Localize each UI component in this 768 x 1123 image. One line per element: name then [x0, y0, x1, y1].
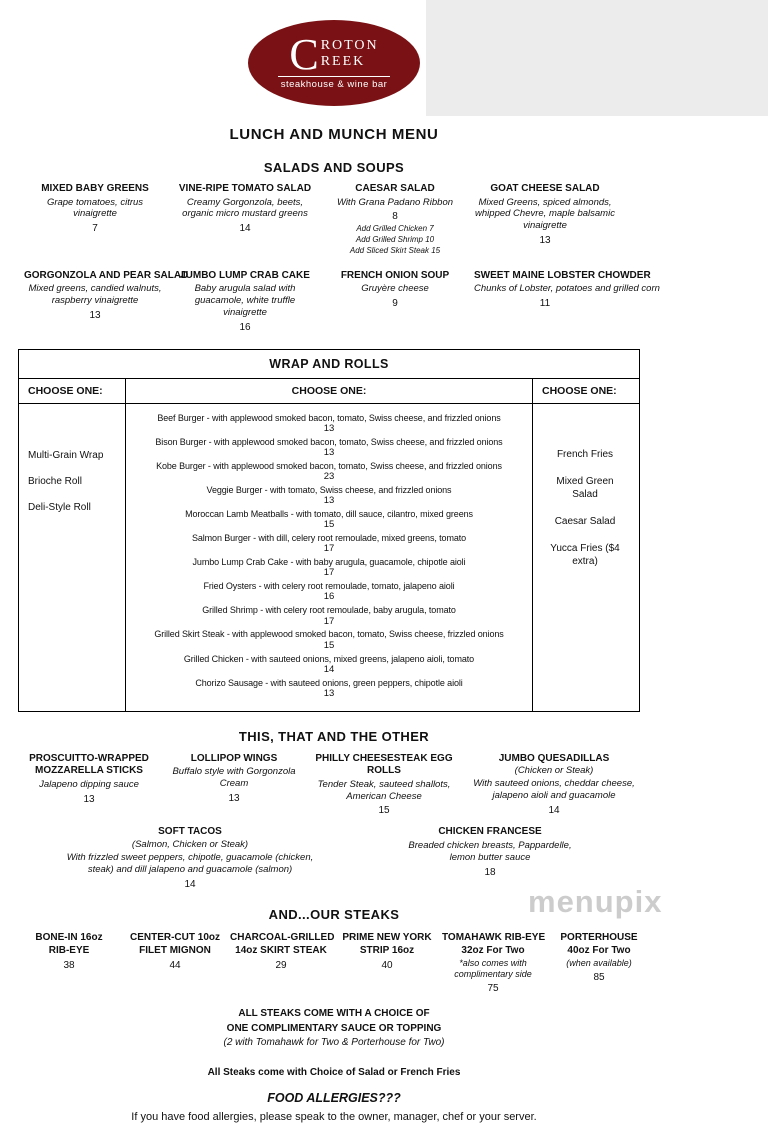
item-name: Fried Oysters - with celery root remoulade, tomato, jalapeno aioli — [203, 581, 455, 592]
item-price: 75 — [487, 983, 499, 995]
item-description: Buffalo style with Gorgonzola Cream — [172, 766, 296, 790]
item-description: Jalapeno dipping sauce — [39, 778, 139, 790]
column-header-filling: CHOOSE ONE: — [126, 379, 533, 403]
menu-item — [304, 753, 464, 817]
side-option: Mixed Green Salad — [556, 475, 614, 500]
item-name: Grilled Shrimp - with celery root remoulade, baby arugula, tomato — [202, 605, 456, 616]
menu-item — [320, 270, 470, 333]
column-header-side: CHOOSE ONE: — [542, 384, 617, 397]
steak-item — [546, 931, 652, 995]
filling-option — [128, 460, 530, 483]
item-name: Beef Burger - with applewood smoked bacon, tomato, Swiss cheese, and frizzled onions — [157, 412, 501, 423]
salads-row-1 — [20, 183, 620, 257]
menu-item — [170, 183, 320, 257]
bread-option: Brioche Roll — [28, 475, 82, 487]
bread-option: Multi-Grain Wrap — [28, 449, 104, 461]
side-option: Yucca Fries ($4 extra) — [550, 542, 620, 567]
item-name: CAESAR SALAD — [355, 183, 435, 194]
item-price: 14 — [184, 878, 196, 890]
item-price: 14 — [239, 223, 251, 235]
logo-oval — [248, 20, 420, 106]
item-description: Baby arugula salad with guacamole, white truffle vinaigrette — [194, 283, 296, 319]
item-addons — [324, 224, 466, 256]
item-price: 8 — [392, 211, 398, 223]
item-price: 13 — [83, 793, 95, 805]
item-name: PROSCUITTO-WRAPPED MOZZARELLA STICKS — [29, 752, 149, 777]
item-subtitle: (Chicken or Steak) — [514, 765, 594, 777]
item-name: 32oz For Two — [461, 944, 525, 956]
side-choices-cell — [533, 404, 637, 711]
item-name: MIXED BABY GREENS — [41, 183, 149, 194]
addon-option: Add Sliced Skirt Steak 15 — [349, 245, 441, 255]
item-price: 85 — [593, 971, 605, 983]
item-description: Mixed Greens, spiced almonds, whipped Chevre, maple balsamic vinaigrette — [475, 196, 615, 232]
filling-option — [128, 677, 530, 700]
item-price: 29 — [275, 959, 287, 971]
filling-option — [128, 412, 530, 435]
item-note: *also comes with complimentary side — [454, 957, 532, 979]
item-price: 14 — [548, 804, 560, 816]
item-price: 13 — [323, 495, 335, 507]
filling-option — [128, 484, 530, 507]
filling-option — [128, 436, 530, 459]
item-price: 13 — [228, 792, 240, 804]
this-that-row-2 — [20, 826, 620, 889]
salads-soups-heading: SALADS AND SOUPS — [263, 160, 405, 175]
item-price: 44 — [169, 959, 181, 971]
item-price: 38 — [63, 959, 75, 971]
this-that-row-1 — [14, 753, 644, 817]
item-price: 11 — [539, 298, 551, 310]
item-name: CENTER-CUT 10oz — [129, 931, 220, 943]
side-option: French Fries — [556, 448, 614, 460]
item-name: CHARCOAL-GRILLED — [230, 931, 335, 943]
filling-option — [128, 508, 530, 531]
steaks-note-line: ALL STEAKS COME WITH A CHOICE OF — [238, 1008, 430, 1020]
steaks-note-line: (2 with Tomahawk for Two & Porterhouse for Two) — [223, 1037, 445, 1049]
item-name: STRIP 16oz — [359, 944, 415, 956]
item-name: VINE-RIPE TOMATO SALAD — [178, 183, 312, 194]
item-price: 17 — [323, 567, 335, 579]
menu-item — [20, 183, 170, 257]
item-name: FILET MIGNON — [139, 944, 211, 956]
menu-item — [464, 753, 644, 817]
logo-big-c: C — [289, 29, 319, 79]
item-price: 15 — [323, 639, 335, 651]
steaks-note — [14, 1007, 654, 1051]
item-price: 16 — [239, 321, 251, 333]
filling-option — [128, 532, 530, 555]
item-name: Chorizo Sausage - with sauteed onions, green peppers, chipotle aioli — [195, 677, 463, 688]
item-name: PRIME NEW YORK — [342, 931, 432, 943]
filling-option — [128, 580, 530, 603]
item-name: RIB-EYE — [48, 944, 90, 956]
item-price: 15 — [323, 519, 335, 531]
item-name: Grilled Chicken - with sauteed onions, mixed greens, jalapeno aioli, tomato — [183, 653, 475, 664]
item-description: Mixed greens, candied walnuts, raspberry vinaigrette — [28, 283, 162, 307]
menu-item — [360, 826, 620, 889]
item-subtitle: (Salmon, Chicken or Steak) — [131, 838, 249, 850]
steaks-heading: AND...OUR STEAKS — [268, 906, 400, 922]
item-name: CHICKEN FRANCESE — [438, 826, 542, 838]
item-price: 18 — [484, 866, 496, 878]
menu-item — [164, 753, 304, 817]
item-name: GOAT CHEESE SALAD — [490, 183, 600, 194]
menupix-watermark: menupix — [528, 884, 663, 919]
steaks-row — [16, 931, 652, 995]
item-price: 13 — [539, 235, 551, 247]
logo-word-croton: ROTON — [320, 38, 379, 54]
side-option: Caesar Salad — [554, 515, 616, 527]
item-name: Grilled Skirt Steak - with applewood smoked bacon, tomato, Swiss cheese, frizzled onions — [154, 629, 504, 640]
item-name: Jumbo Lump Crab Cake - with baby arugula, guacamole, chipotle aioli — [192, 557, 466, 568]
menu-item — [14, 753, 164, 817]
item-note: (when available) — [566, 957, 632, 968]
filling-option — [128, 653, 530, 676]
steak-item — [122, 931, 228, 995]
item-name: 14oz SKIRT STEAK — [235, 944, 327, 956]
item-name: BONE-IN 16oz — [35, 931, 103, 943]
steak-item — [16, 931, 122, 995]
item-name: JUMBO QUESADILLAS — [498, 752, 610, 764]
item-description: Grape tomatoes, citrus vinaigrette — [46, 196, 144, 220]
logo — [14, 0, 654, 106]
menu-item — [470, 183, 620, 257]
item-name: GORGONZOLA AND PEAR SALAD — [24, 269, 189, 281]
item-price: 15 — [378, 805, 390, 817]
item-description: With frizzled sweet peppers, chipotle, guacamole (chicken, steak) and dill jalapeno and guacamole (salmon) — [66, 851, 314, 875]
item-name: Veggie Burger - with tomato, Swiss cheese, and frizzled onions — [206, 485, 452, 496]
item-price: 13 — [323, 687, 335, 699]
item-description: Creamy Gorgonzola, beets, organic micro mustard greens — [182, 196, 308, 220]
steak-item — [440, 931, 546, 995]
item-name: Bison Burger - with applewood smoked bacon, tomato, Swiss cheese, and frizzled onions — [155, 436, 503, 447]
filling-option — [128, 556, 530, 579]
item-name: 40oz For Two — [567, 944, 631, 956]
item-name: SOFT TACOS — [158, 826, 222, 838]
menu-item — [320, 183, 470, 257]
addon-option: Add Grilled Chicken 7 — [356, 224, 434, 234]
menu-page — [14, 0, 660, 1123]
item-name: Moroccan Lamb Meatballs - with tomato, dill sauce, cilantro, mixed greens — [185, 509, 473, 520]
page-title: LUNCH AND MUNCH MENU — [229, 126, 439, 143]
item-price: 14 — [323, 663, 335, 675]
item-name: Salmon Burger - with dill, celery root remoulade, mixed greens, tomato — [191, 533, 467, 544]
item-description: Gruyère cheese — [361, 283, 429, 295]
item-price: 17 — [323, 543, 335, 555]
steaks-note-line: ONE COMPLIMENTARY SAUCE OR TOPPING — [226, 1022, 442, 1034]
item-price: 16 — [323, 591, 335, 603]
steaks-sides-note: All Steaks come with Choice of Salad or French Fries — [207, 1066, 461, 1078]
salads-row-2 — [20, 269, 660, 333]
item-name: Kobe Burger - with applewood smoked bacon, tomato, Swiss cheese, and frizzled onions — [156, 461, 502, 472]
steak-item — [334, 931, 440, 995]
item-price: 13 — [323, 447, 335, 459]
item-name: LOLLIPOP WINGS — [190, 752, 278, 764]
item-name: TOMAHAWK RIB-EYE — [442, 931, 546, 943]
filling-choices-cell — [126, 404, 533, 711]
item-description: Breaded chicken breasts, Pappardelle, lemon butter sauce — [408, 839, 572, 863]
item-description: With sauteed onions, cheddar cheese, jalapeno aioli and guacamole — [473, 778, 635, 801]
column-header-bread: CHOOSE ONE: — [19, 379, 126, 403]
item-price: 13 — [323, 423, 335, 435]
item-price: 40 — [381, 959, 393, 971]
table-body — [19, 404, 639, 711]
wrap-and-rolls-heading: WRAP AND ROLLS — [19, 350, 639, 379]
bread-choices-cell — [19, 404, 126, 711]
table-header-row — [19, 379, 639, 404]
allergy-title: FOOD ALLERGIES??? — [267, 1090, 401, 1105]
item-description: Tender Steak, sauteed shallots, American Cheese — [317, 778, 451, 802]
wrap-and-rolls-table — [18, 349, 640, 712]
menu-item — [470, 269, 660, 333]
item-price: 9 — [392, 298, 398, 310]
item-price: 17 — [323, 615, 335, 627]
menu-item — [170, 270, 320, 333]
logo-wordmark — [289, 29, 379, 79]
item-price: 23 — [323, 471, 335, 483]
allergy-text: If you have food allergies, please speak to the owner, manager, chef or your server. — [131, 1110, 537, 1123]
item-name: FRENCH ONION SOUP — [340, 269, 450, 281]
steak-item — [228, 931, 334, 995]
item-description: Chunks of Lobster, potatoes and grilled corn — [474, 283, 660, 295]
item-name: JUMBO LUMP CRAB CAKE — [180, 269, 310, 281]
bread-option: Deli-Style Roll — [28, 501, 91, 513]
this-that-heading: THIS, THAT AND THE OTHER — [238, 728, 430, 744]
filling-option — [128, 604, 530, 627]
logo-tagline: steakhouse & wine bar — [280, 79, 388, 91]
item-price: 7 — [92, 223, 98, 235]
addon-option: Add Grilled Shrimp 10 — [355, 235, 435, 245]
menu-item — [20, 269, 189, 333]
logo-divider — [278, 76, 390, 77]
item-name: SWEET MAINE LOBSTER CHOWDER — [474, 269, 651, 281]
item-description: With Grana Padano Ribbon — [336, 196, 454, 208]
logo-word-creek: REEK — [320, 54, 366, 70]
logo-words — [321, 38, 379, 70]
item-price: 13 — [89, 310, 101, 322]
item-name: PORTERHOUSE — [560, 931, 638, 943]
menu-item — [20, 826, 360, 889]
filling-option — [128, 628, 530, 651]
item-name: PHILLY CHEESESTEAK EGG ROLLS — [315, 752, 453, 777]
